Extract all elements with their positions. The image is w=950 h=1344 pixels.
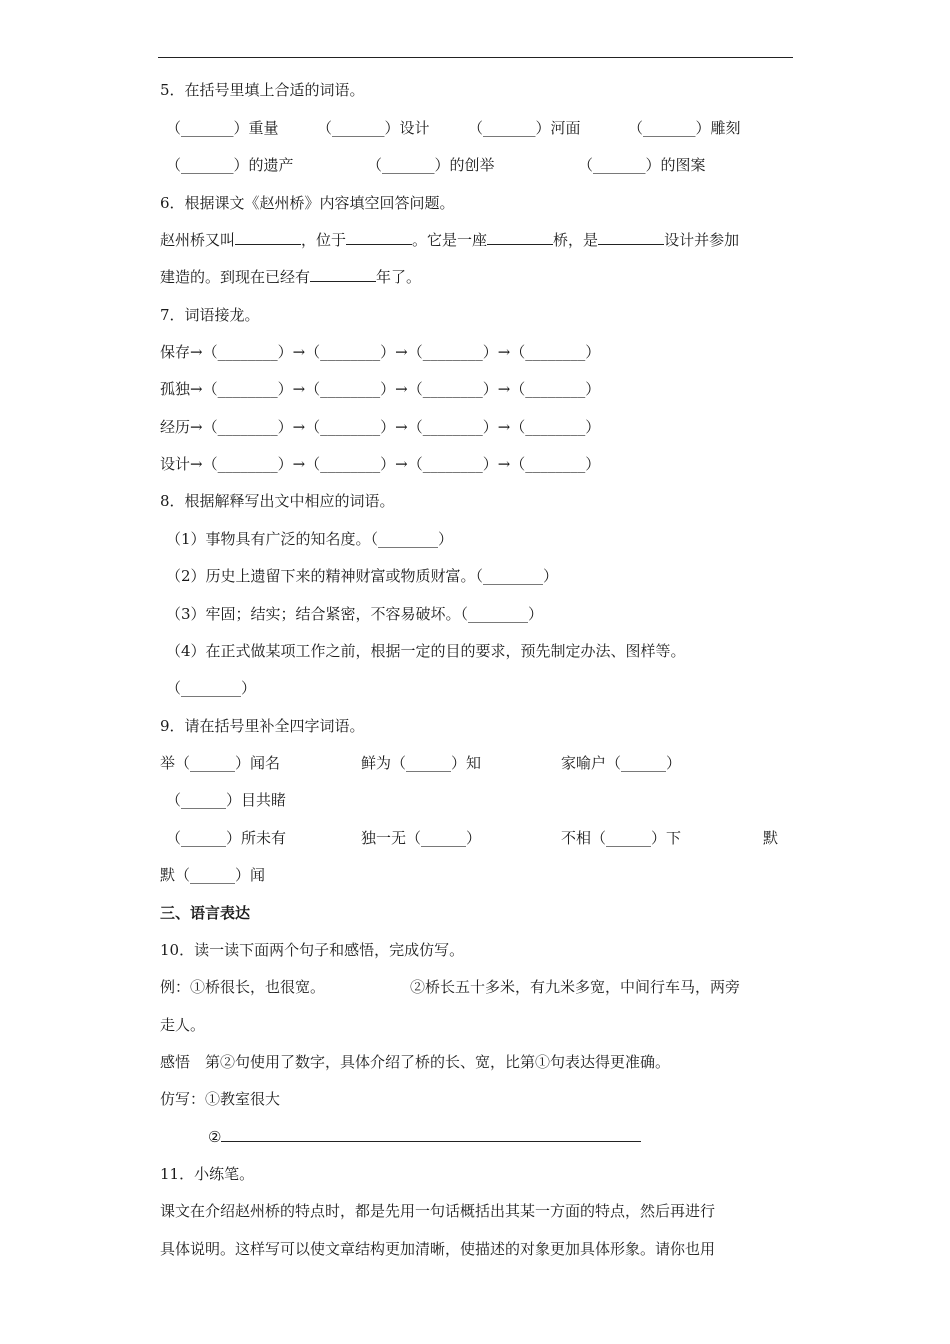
fill-blank[interactable]: [346, 230, 412, 245]
q9-item: 举（______）闻名: [160, 754, 281, 772]
q7-row: [160, 379, 600, 399]
q9-item: 鲜为（______）知: [361, 754, 482, 772]
q6-text: 桥，是: [553, 231, 599, 249]
q10-example-a: 例：①桥很长，也很宽。: [160, 978, 326, 996]
q7-chain: →（________）→（________）→（________）→（________）: [190, 418, 601, 436]
q7-row: [160, 417, 600, 437]
q7-start-word: 经历: [160, 418, 191, 436]
q11-line2: 具体说明。这样写可以使文章结构更加清晰，使描述的对象更加具体形象。请你也用: [160, 1240, 716, 1258]
q9-item: 默（______）闻: [160, 866, 266, 884]
q6-text: 赵州桥又叫: [160, 231, 236, 249]
q6-text: ，位于: [301, 231, 347, 249]
q5-item: （_______）河面: [468, 119, 581, 137]
q9-item: 独一无（______）: [361, 829, 482, 847]
q9-title: 9．请在括号里补全四字词语。: [160, 717, 365, 735]
q7-start-word: 设计: [160, 455, 191, 473]
q7-start-word: 保存: [160, 343, 191, 361]
q6-text: 年了。: [376, 268, 422, 286]
q7-title: 7．词语接龙。: [160, 306, 260, 324]
fill-blank[interactable]: [310, 267, 376, 282]
q7-row: [160, 342, 600, 362]
q8-item-answer: （________）: [166, 679, 257, 697]
q6-text: 。它是一座: [412, 231, 488, 249]
q7-start-word: 孤独: [160, 380, 191, 398]
q7-row: [160, 454, 600, 474]
fill-blank[interactable]: [235, 230, 301, 245]
q10-imitate2-label: ②: [208, 1128, 222, 1146]
q8-title: 8．根据解释写出文中相应的词语。: [160, 492, 395, 510]
q11-line1: 课文在介绍赵州桥的特点时，都是先用一句话概括出其某一方面的特点，然后再进行: [160, 1202, 716, 1220]
fill-blank[interactable]: [598, 230, 664, 245]
q9-item: 不相（______）下: [561, 829, 682, 847]
q9-item: （______）目共睹: [166, 791, 287, 809]
q5-item: （_______）雕刻: [628, 119, 741, 137]
q10-example-c: 走人。: [160, 1016, 206, 1034]
section-title: 三、语言表达: [160, 904, 251, 922]
q5-item: （_______）的图案: [578, 156, 706, 174]
q10-insight: 感悟 第②句使用了数字，具体介绍了桥的长、宽，比第①句表达得更准确。: [160, 1053, 671, 1071]
q5-item: （_______）重量: [166, 119, 279, 137]
q5-item: （_______）设计: [317, 119, 430, 137]
q9-item: 默: [763, 829, 779, 847]
fill-blank[interactable]: [487, 230, 553, 245]
q7-chain: →（________）→（________）→（________）→（________）: [190, 455, 601, 473]
q10-example-b: ②桥长五十多米，有九米多宽，中间行车马，两旁: [410, 978, 741, 996]
q6-title: 6．根据课文《赵州桥》内容填空回答问题。: [160, 194, 455, 212]
q7-chain: →（________）→（________）→（________）→（________）: [190, 380, 601, 398]
q6-line1: [160, 230, 739, 250]
q9-item: （______）所未有: [166, 829, 287, 847]
answer-line[interactable]: [221, 1127, 641, 1142]
q8-item: （4）在正式做某项工作之前，根据一定的目的要求，预先制定办法、图样等。: [166, 642, 686, 660]
q8-item: （2）历史上遗留下来的精神财富或物质财富。（________）: [166, 567, 559, 585]
q6-line2: [160, 267, 421, 287]
q6-text: 设计并参加: [664, 231, 740, 249]
q9-item: 家喻户（______）: [561, 754, 682, 772]
q8-item: （3）牢固；结实；结合紧密，不容易破坏。（________）: [166, 605, 544, 623]
q7-chain: →（________）→（________）→（________）→（________）: [190, 343, 601, 361]
q5-item: （_______）的创举: [367, 156, 495, 174]
q6-text: 建造的。到现在已经有: [160, 268, 311, 286]
q5-title: 5．在括号里填上合适的词语。: [160, 81, 365, 99]
q5-item: （_______）的遗产: [166, 156, 294, 174]
q8-item: （1）事物具有广泛的知名度。（________）: [166, 530, 454, 548]
header-rule: [158, 57, 793, 58]
q10-title: 10．读一读下面两个句子和感悟，完成仿写。: [160, 941, 465, 959]
q10-imitate1: 仿写：①教室很大: [160, 1090, 281, 1108]
q11-title: 11．小练笔。: [160, 1165, 255, 1183]
q10-imitate2: [208, 1127, 641, 1147]
